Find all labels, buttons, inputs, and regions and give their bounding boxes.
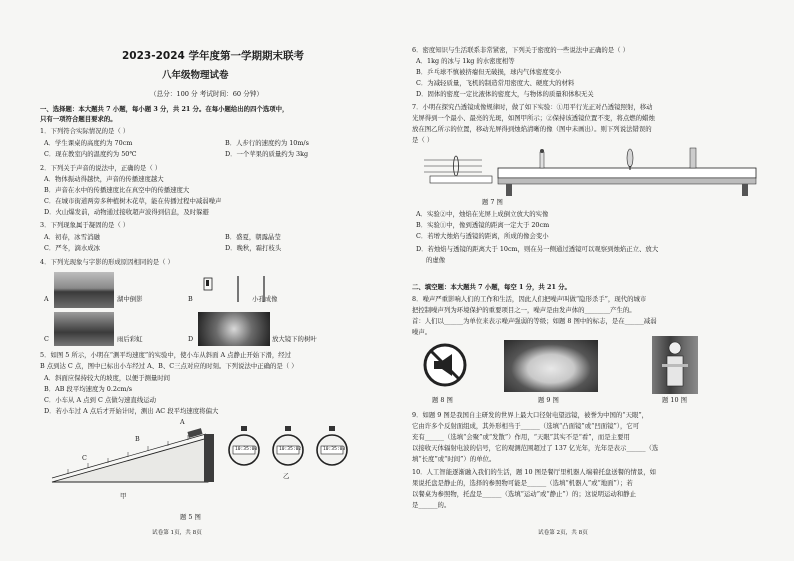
stopwatch-2-time: 10:35:02: [279, 447, 302, 452]
fig5-label-yi: 乙: [283, 472, 290, 480]
q5-option-c: C．小车从 A 点到 C 点做匀速直线运动: [44, 396, 156, 404]
q4-d-caption: 放大镜下的树叶: [272, 335, 317, 343]
fig5-incline: [48, 420, 218, 490]
fig5-label-jia: 甲: [120, 492, 127, 500]
fig9-caption: 题 9 图: [538, 396, 559, 404]
q1-stem: 1．下列符合实际情况的是（ ）: [40, 127, 130, 135]
q4-stem: 4．下列光现象与字影的形成原因相同的是（ ）: [40, 258, 174, 266]
q7-option-d-line-1: D．若烛焰与透镜的距离大于 10cm，则在另一侧通过透镜可以观察到烛焰正立、放大: [416, 245, 659, 253]
q2-option-d: D．火山爆发前，动物通过接收超声波得到信息，及时躲避: [44, 208, 209, 216]
q7-option-c: C．若增大烛焰与透镜的距离，所成的像会变小: [416, 232, 549, 240]
q8-line-4: 噪声。: [412, 328, 432, 336]
q5-option-b: B．AB 段平均速度为 0.2cm/s: [44, 385, 133, 393]
fig5-label-c: C: [82, 454, 87, 462]
exam-page-2: [412, 0, 770, 561]
fig5-label-a: A: [180, 418, 185, 426]
q5-line-1: 5．如图 5 所示，小明在“测平均速度”的实验中，使小车从斜面 A 点静止开始下滑，经过: [40, 351, 292, 359]
fig7-optical-bench: [422, 146, 762, 200]
q3-option-b: B．盛夏，朝露晶莹: [225, 233, 281, 241]
stopwatch-2: [272, 426, 304, 468]
fig9-telescope-photo: [504, 340, 598, 392]
q9-line-2: 它由许多个反射面组成，其外形相当于______（选填“凸面镜”或“凹面镜”），它可: [412, 422, 640, 430]
q4-d-image-magnifier-leaf: [198, 312, 270, 346]
q4-c-label: C: [44, 335, 49, 343]
q8-line-2: 把控制噪声列为环境保护的重要项目之一，噪声是由发声体的________产生的。: [412, 306, 636, 314]
q6-option-d: D．固体的密度一定比液体的密度大，与物体的质量和体积无关: [416, 90, 594, 98]
q5-line-2: B 点到达 C 点，图中已标出小车经过 A、B、C三点对应的时刻。下列说法中正确的是（ ）: [40, 362, 298, 370]
q2-option-a: A．物体振动得越快，声音的传播速度越大: [44, 175, 164, 183]
exam-page-1: [40, 0, 390, 561]
q5-option-a: A．斜面应保持较大的坡度，以便于测量时间: [44, 374, 171, 382]
q4-b-caption: 小孔成像: [252, 295, 278, 303]
q6-option-c: C．为减轻质量，飞机的制造常用密度大、硬度大的材料: [416, 79, 575, 87]
stopwatch-3: [316, 426, 348, 468]
q5-option-d: D．若小车过 A 点后才开始计时，测出 AC 段平均速度将偏大: [44, 407, 219, 415]
q7-option-d-line-2: 的虚像: [426, 256, 446, 264]
q3-option-a: A．初春，冰雪消融: [44, 233, 100, 241]
q9-line-3: 充有______（选填“会聚”或“发散”）作用，“天眼”其实不是“看”，而是主要用: [412, 433, 630, 441]
q10-line-1: 10．人工智能逐渐融入我们的生活，题 10 图是餐厅里机器人端着托盘送餐的情景，如: [412, 468, 656, 476]
section1-header: 一、选择题：本大题共 7 小题，每小题 3 分，共 21 分。在每小题给出的四个选项中，: [40, 105, 289, 113]
q2-option-b: B．声音在水中的传播速度比在真空中的传播速度大: [44, 186, 190, 194]
q7-option-a: A．实验②中，烛焰在光屏上成倒立放大的实像: [416, 210, 549, 218]
q4-a-image-lake-reflection: [54, 272, 114, 308]
q6-option-a: A．1kg 的冰与 1kg 的水密度相等: [416, 57, 515, 65]
q9-line-5: 填“长度”或“时间”）的单位。: [412, 455, 496, 463]
q4-a-label: A: [44, 295, 49, 303]
fig8-caption: 题 8 图: [432, 396, 453, 404]
q8-line-1: 8．噪声严重影响人们的工作和生活，因此人们把噪声叫做“隐形杀手”，现代的城市: [412, 295, 647, 303]
fig10-robot-photo: [652, 336, 698, 394]
q1-option-b: B．人步行的速度约为 10m/s: [225, 139, 309, 147]
exam-subtitle: 八年级物理试卷: [162, 70, 229, 81]
q2-option-c: C．在城市街道两旁多种植树木花草，能在传播过程中减弱噪声: [44, 197, 222, 205]
fig5-caption: 题 5 图: [180, 513, 201, 521]
q4-a-caption: 湖中倒影: [117, 295, 143, 303]
q8-line-3: 首：人们以______为单位来表示噪声强弱的等级；如题 8 图中的标志，是在______减弱: [412, 317, 657, 325]
stopwatch-3-time: 10:35:03: [323, 447, 346, 452]
q1-option-a: A．学生课桌的高度约为 70cm: [44, 139, 133, 147]
q7-option-b: B．实验①中，像到透镜的距离一定大于 20cm: [416, 221, 550, 229]
fig7-caption: 题 7 图: [482, 198, 503, 206]
section2-header: 二、填空题：本大题共 7 小题，每空 1 分，共 21 分。: [412, 283, 571, 291]
q4-b-label: B: [188, 295, 193, 303]
exam-title: 2023-2024 学年度第一学期期末联考: [122, 50, 304, 62]
q4-c-image-rainbow: [54, 312, 114, 346]
q6-stem: 6．密度知识与生活联系非常紧密，下列关于密度的一些说法中正确的是（ ）: [412, 46, 629, 54]
q10-line-4: 是______的。: [412, 501, 451, 509]
q6-option-b: B．乒乓球不慎被挤瘪但无破损，球内气体密度变小: [416, 68, 562, 76]
q9-line-4: 以接收天体辐射电波的信号，它的观测范围超过了 137 亿光年，光年是表示______（选: [412, 444, 659, 452]
fig8-no-horn-sign: [422, 342, 468, 388]
q4-c-caption: 雨后彩虹: [117, 335, 143, 343]
q2-stem: 2．下列关于声音的说法中，正确的是（ ）: [40, 164, 162, 172]
q3-option-c: C．严冬，滴水成冰: [44, 244, 101, 252]
section1-header-2: 只有一项符合题目要求的。: [40, 115, 117, 123]
fig5-label-b: B: [135, 435, 140, 443]
q4-d-label: D: [188, 335, 194, 343]
stopwatch-1: [228, 426, 260, 468]
q1-option-d: D．一个苹果的质量约为 3kg: [225, 150, 309, 158]
page2-footer: 试卷第 2页，共 8页: [538, 530, 588, 536]
q7-line-4: 是（ ）: [412, 136, 434, 144]
q3-stem: 3．下列现象属于凝固的是（ ）: [40, 221, 130, 229]
q7-line-2: 光屏得到一个最小、最亮的光斑，如图甲所示；②保持该透镜位置不变，将点燃的蜡烛: [412, 114, 655, 122]
stopwatch-1-time: 10:35:00: [235, 447, 258, 452]
q9-line-1: 9．如题 9 图是我国自主研发的世界上最大口径射电望远镜，被誉为中国的“天眼”，: [412, 411, 649, 419]
q7-line-3: 放在图乙所示的位置，移动光屏得到烛焰清晰的像（图中未画出）。则下列说法错误的: [412, 125, 652, 133]
q3-option-d: D．晚秋，霜打枝头: [225, 244, 282, 252]
fig10-caption: 题 10 图: [662, 396, 687, 404]
q1-option-c: C．现在教室内的温度约为 50℃: [44, 150, 137, 158]
q7-line-1: 7．小明在探究凸透镜成像规律时，做了如下实验：①用平行光正对凸透镜照射，移动: [412, 103, 653, 111]
q10-line-2: 果说托盘是静止的，选择的参照物可能是______（选填“机器人”或“地面”）；若: [412, 479, 633, 487]
q10-line-3: 以餐桌为参照物，托盘是______（选填“运动”或“静止”）的；这说明运动和静止: [412, 490, 636, 498]
page1-footer: 试卷第 1页，共 8页: [152, 530, 202, 536]
exam-meta: （总分：100 分 考试时间：60 分钟）: [150, 90, 263, 98]
